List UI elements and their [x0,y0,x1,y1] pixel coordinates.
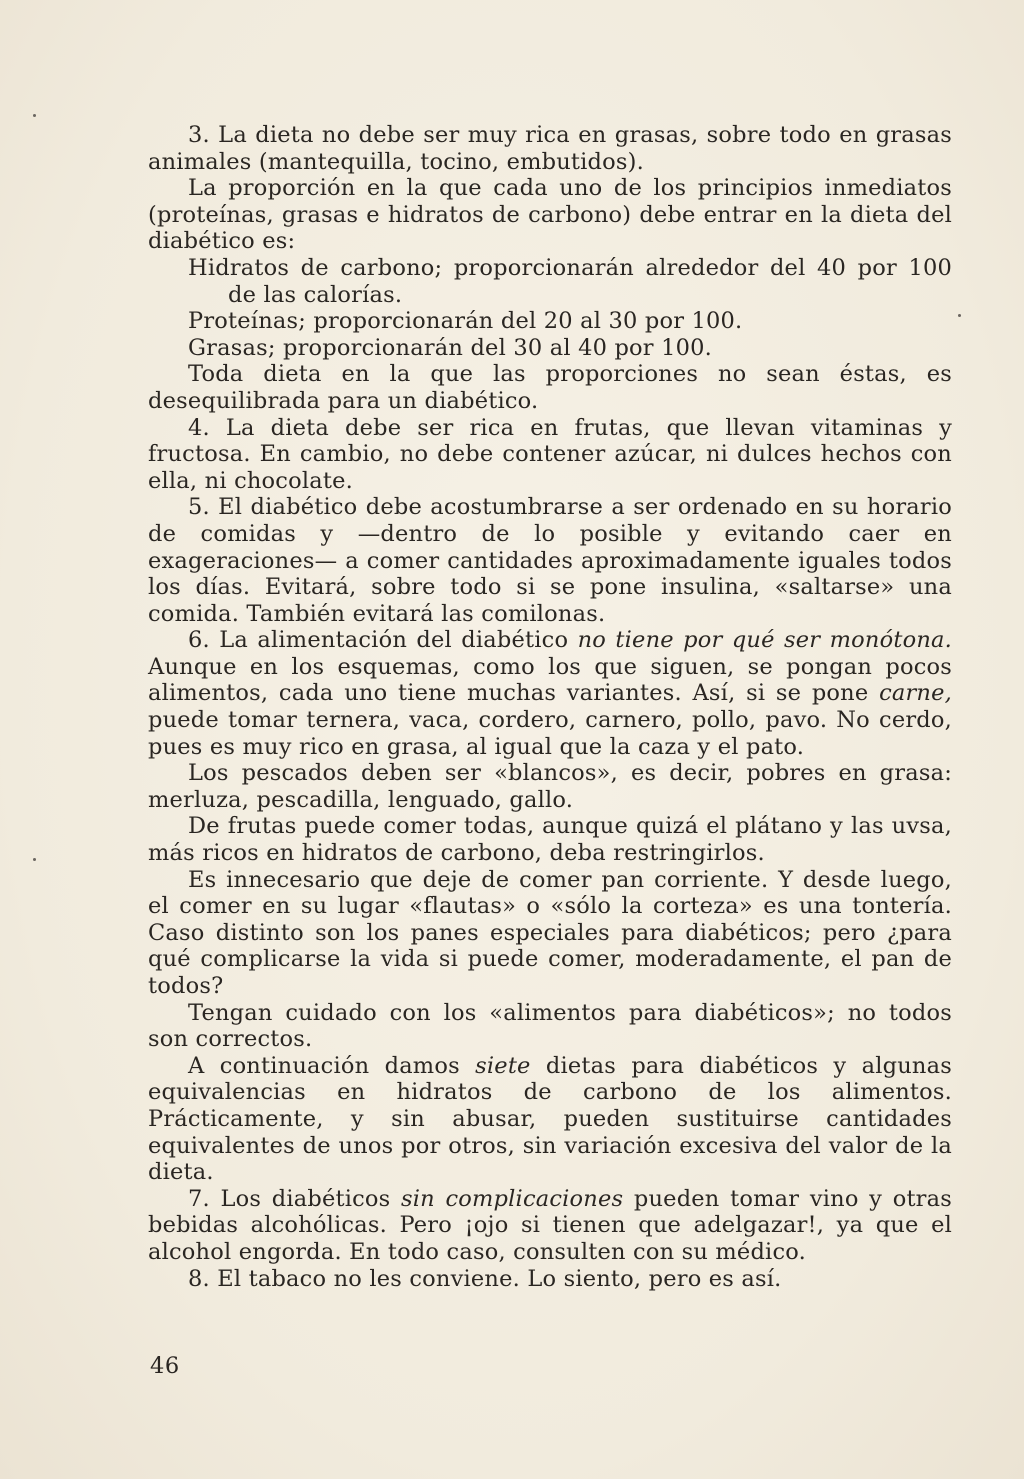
paragraph-point-8: 8. El tabaco no les conviene. Lo siento, pero es así. [188,1265,782,1292]
paper-speck [958,314,961,317]
paragraph-point-7: 7. Los diabéticos sin complicaciones pueden tomar vino y otras bebidas alcohólicas. Pero ¡ojo si tienen que adelgazar!, ya que el alcohol engorda. En todo caso, consulten con su médico. [148,1185,953,1265]
paragraph-seven-diets: A continuación damos siete dietas para diabéticos y algunas equivalencias en hidratos de carbono de los alimentos. Prácticamente, y sin abusar, pueden sustituirse cantidades equivalentes de unos por otros, sin variación excesiva del valor de la dieta. [148,1052,952,1186]
paragraph-fats: Grasas; proporcionarán del 30 al 40 por 100. [188,334,713,361]
emphasis: siete [475,1052,531,1079]
paragraph-diabetic-foods: Tengan cuidado con los «alimentos para diabéticos»; no todos son correctos. [148,999,952,1053]
emphasis: sin complicaciones [401,1185,624,1212]
paragraph-bread: Es innecesario que deje de comer pan corriente. Y desde luego, el comer en su lugar «flautas» o «sólo la corteza» es una tontería. Caso distinto son los panes especiales para diabéticos; pero ¿para qué complicarse la vida si puede comer, moderadamente, el pan de todos? [148,866,952,999]
paragraph-point-4: 4. La dieta debe ser rica en frutas, que llevan vitaminas y fructosa. En cambio, no debe contener azúcar, ni dulces hechos con ella, ni chocolate. [148,414,952,494]
paragraph-carbohydrates: Hidratos de carbono; proporcionarán alrededor del 40 por 100 de las calorías. [188,254,952,308]
paragraph-point-6: 6. La alimentación del diabético no tiene por qué ser monótona. Aunque en los esquemas, como los que siguen, se pongan pocos alimentos, cada uno tiene muchas variantes. Así, si se pone carne, puede tomar ternera, vaca, cordero, carnero, pollo, pavo. No cerdo, pues es muy rico en grasa, al igual que la caza y el pato. [148,627,952,760]
page-number: 46 [150,1353,180,1379]
paragraph-proteins: Proteínas; proporcionarán del 20 al 30 por 100. [188,308,743,335]
body-text [148,122,952,1292]
paragraph-unbalanced-diet: Toda dieta en la que las proporciones no sean éstas, es desequilibrada para un diabético. [148,361,952,414]
paragraph-proportions-intro: La proporción en la que cada uno de los principios inmediatos (proteínas, grasas e hidratos de carbono) debe entrar en la dieta del diabético es: [148,175,952,255]
paragraph-point-5: 5. El diabético debe acostumbrarse a ser ordenado en su horario de comidas y —dentro de lo posible y evitando caer en exageraciones— a comer cantidades aproximadamente iguales todos los días. Evitará, sobre todo si se pone insulina, «saltarse» una comida. También evitará las comilonas. [148,494,952,627]
paper-speck [33,114,36,117]
emphasis: carne, [879,680,952,707]
paragraph-fish: Los pescados deben ser «blancos», es decir, pobres en grasa: merluza, pescadilla, lenguado, gallo. [148,760,952,813]
paper-speck [33,858,36,861]
paragraph-point-3: 3. La dieta no debe ser muy rica en grasas, sobre todo en grasas animales (mantequilla, tocino, embutidos). [148,122,952,175]
paragraph-fruits: De frutas puede comer todas, aunque quizá el plátano y las uvsa, más ricos en hidratos de carbono, deba restringirlos. [148,813,952,867]
emphasis: no tiene por qué ser monótona. [577,627,952,654]
